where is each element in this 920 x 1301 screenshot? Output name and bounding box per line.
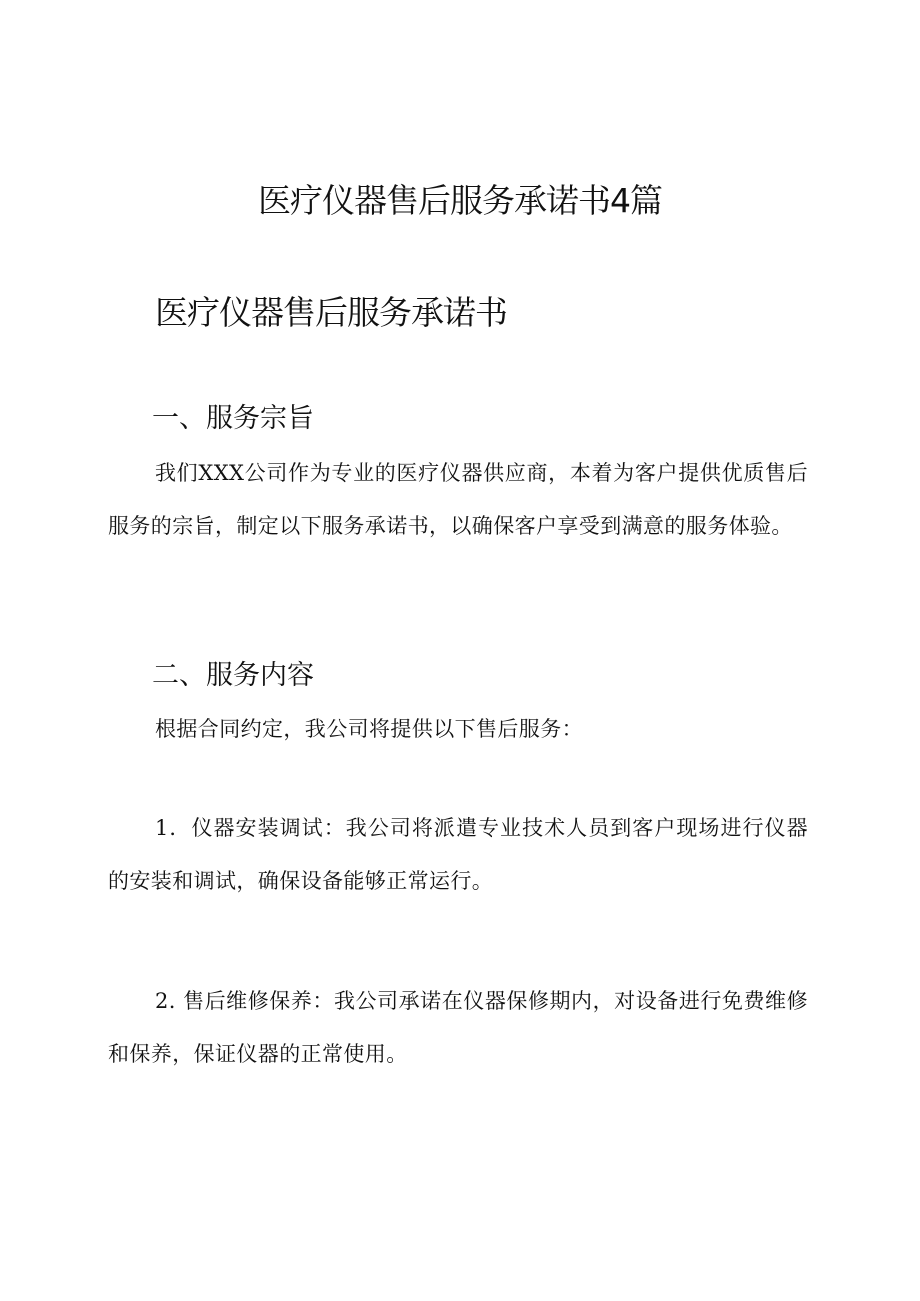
section-heading-service-purpose: 一、服务宗旨 (152, 403, 314, 434)
paragraph-maintenance: 2. 售后维修保养：我公司承诺在仪器保修期内，对设备进行免费维修和保养，保证仪器的正常使用。 (108, 989, 808, 1066)
paragraph-service-purpose: 我们XXX公司作为专业的医疗仪器供应商，本着为客户提供优质售后服务的宗旨，制定以下服务承诺书，以确保客户享受到满意的服务体验。 (108, 461, 808, 538)
document-subtitle: 医疗仪器售后服务承诺书 (155, 293, 507, 332)
document-title: 医疗仪器售后服务承诺书4篇 (258, 181, 662, 220)
paragraph-installation: 1．仪器安装调试：我公司将派遣专业技术人员到客户现场进行仪器的安装和调试，确保设备能够正常运行。 (108, 816, 808, 893)
paragraph-contract-intro: 根据合同约定，我公司将提供以下售后服务： (155, 717, 583, 741)
section-heading-service-content: 二、服务内容 (152, 660, 314, 691)
